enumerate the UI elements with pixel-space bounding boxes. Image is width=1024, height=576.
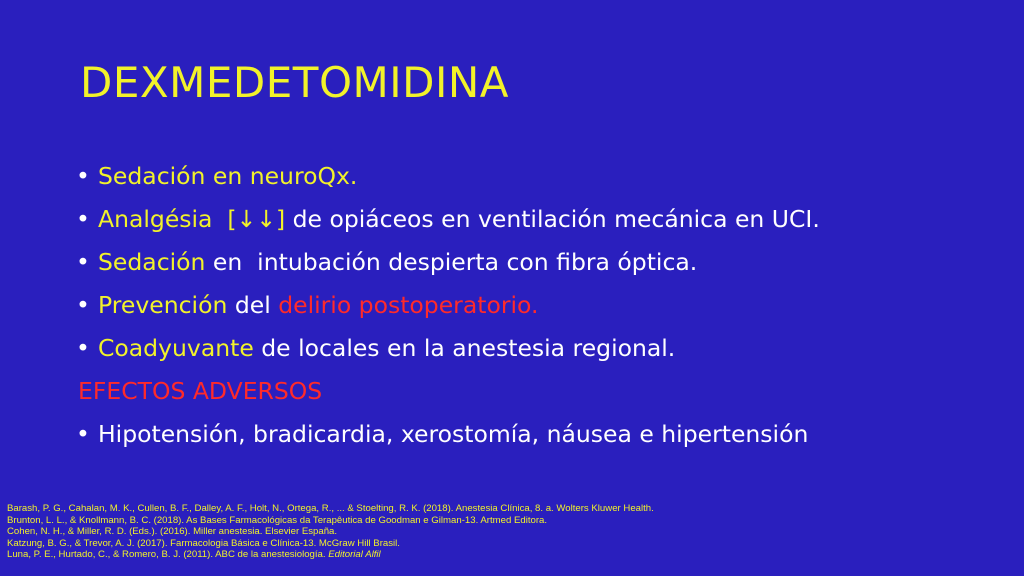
bullet-text: en intubación despierta con fibra óptica. [205,248,698,276]
reference-publisher: Editorial Alfil [328,549,381,561]
bullet-item [76,284,976,327]
bullet-text: del [227,291,279,319]
bullet-icon: • [76,334,90,362]
references [7,503,1017,561]
slide-content [76,155,976,456]
bullet-item [76,413,976,456]
bullet-arrows: [↓↓] [212,205,286,233]
bullet-icon: • [76,420,90,448]
bullet-icon: • [76,248,90,276]
section-heading: EFECTOS ADVERSOS [78,377,323,405]
bullet-keyword: Prevención [98,291,228,319]
reference-item: Katzung, B. G., & Trevor, A. J. (2017). Farmacologia Básica e Clínica-13. McGraw Hill Brasil. [7,537,400,549]
bullet-text: Hipotensión, bradicardia, xerostomía, náusea e hipertensión [98,420,809,448]
bullet-item [76,241,976,284]
bullet-icon: • [76,162,90,190]
reference-item: Brunton, L. L., & Knollmann, B. C. (2018). As Bases Farmacológicas da Terapêutica de Goodman e Gilman-13. Artmed Editora. [7,514,548,526]
bullet-text: de opiáceos en ventilación mecánica en UCI. [285,205,820,233]
bullet-keyword: Sedación [98,248,206,276]
bullet-item [76,198,976,241]
bullet-keyword: Analgésia [98,205,213,233]
slide-title: DEXMEDETOMIDINA [80,58,510,107]
bullet-highlight: delirio postoperatorio. [278,291,539,319]
reference-item: Barash, P. G., Cahalan, M. K., Cullen, B. F., Dalley, A. F., Holt, N., Ortega, R., ... & Stoelting, R. K. (2018). Anestesia Clínica, 8. a. Wolters Kluwer Health. [7,503,654,514]
reference-text: Luna, P. E., Hurtado, C., & Romero, B. J. (2011). ABC de la anestesiología. [7,549,329,561]
bullet-item [76,155,976,198]
bullet-text: de locales en la anestesia regional. [253,334,676,362]
bullet-icon: • [76,291,90,319]
bullet-icon: • [76,205,90,233]
bullet-item [76,327,976,370]
bullet-keyword: Coadyuvante [98,334,254,362]
reference-item: Cohen, N. H., & Miller, R. D. (Eds.). (2016). Miller anestesia. Elsevier España. [7,526,338,538]
bullet-text: Sedación en neuroQx. [98,162,358,190]
reference-item [7,549,1017,561]
